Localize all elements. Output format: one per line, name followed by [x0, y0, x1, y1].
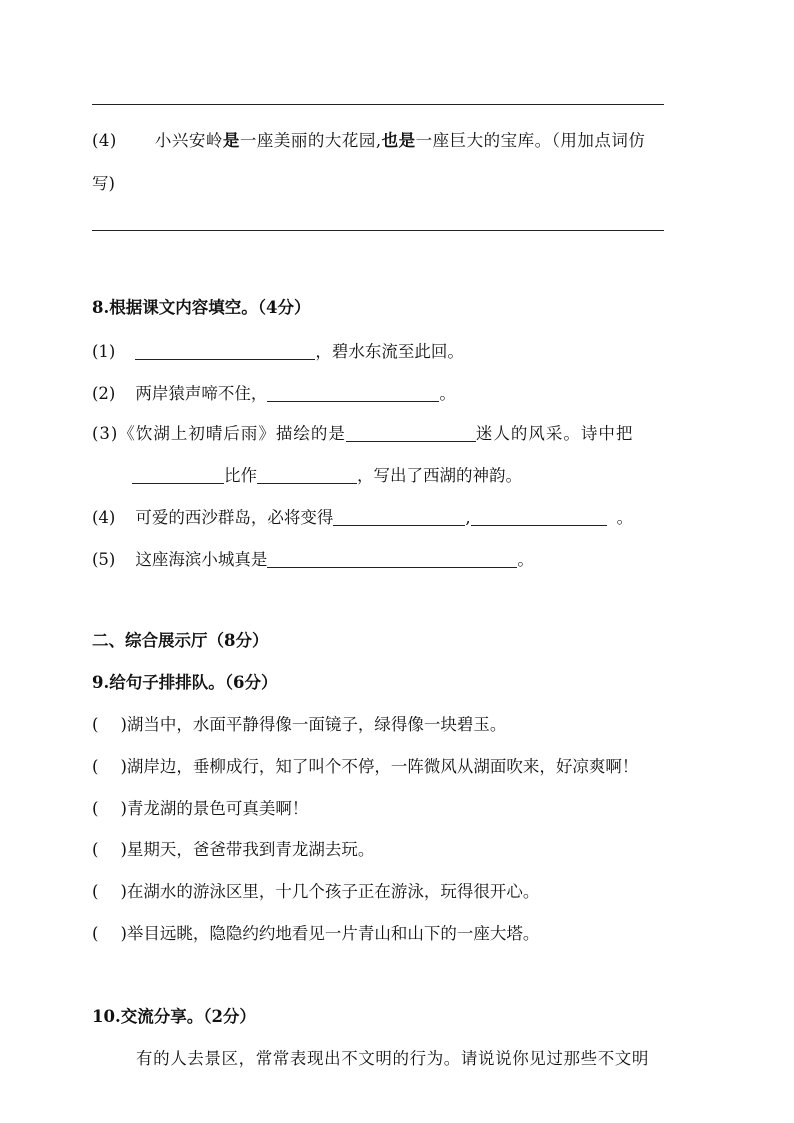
q8-item-text: , — [465, 508, 471, 527]
q7-item-4-text-b: 一座美丽的大花园, — [239, 131, 382, 150]
q9-bracket-close: ) — [120, 924, 127, 943]
q9-sentence — [92, 795, 308, 819]
q8-title: 8.根据课文内容填空。（4分） — [92, 298, 311, 317]
q9-bracket-close: ) — [120, 840, 127, 859]
q7-item-4 — [92, 127, 645, 151]
q9-title: 9.给句子排排队。（6分） — [92, 673, 278, 692]
q9-sentence — [92, 920, 539, 944]
q8-item-text: ，碧水东流至此回。 — [315, 342, 464, 361]
q7-item-4-text-a: 小兴安岭 — [154, 131, 223, 150]
q9-sentence — [92, 753, 638, 777]
q9-bracket-open: ( — [92, 924, 99, 943]
q9-bracket-open: ( — [92, 715, 99, 734]
q8-item-4 — [92, 504, 633, 528]
q9-bracket-close: ) — [120, 715, 127, 734]
section-2-title: 二、综合展示厅（8分） — [92, 631, 269, 650]
answer-line-2 — [92, 230, 664, 231]
q8-item-text: 可爱的西沙群岛，必将变得 — [135, 508, 334, 527]
q9-sentence-text: 湖岸边，垂柳成行，知了叫个不停，一阵微风从湖面吹来，好凉爽啊！ — [126, 757, 639, 776]
q8-item-label: (5) — [92, 550, 116, 569]
q8-item-label: (1) — [92, 342, 116, 361]
q7-item-4-dot-word-a: 是 — [222, 131, 240, 150]
q8-item-3 — [92, 420, 633, 444]
q8-item-text: 两岸猿声啼不住， — [135, 384, 268, 403]
blank-field[interactable] — [267, 385, 439, 403]
q10-text: 有的人去景区，常常表现出不文明的行为。请说说你见过那些不文明 — [136, 1049, 649, 1068]
q8-item-text: 。 — [517, 550, 534, 569]
q9-sentence — [92, 878, 539, 902]
q8-item-3-cont — [132, 462, 522, 486]
q8-item-text: 《饮湖上初晴后雨》描绘的是 — [118, 424, 346, 443]
q7-item-4-text-c: 一座巨大的宝库。（用加点词仿 — [415, 131, 646, 150]
blank-field[interactable] — [135, 343, 315, 361]
q8-item-label: (2) — [92, 384, 116, 403]
q9-bracket-open: ( — [92, 882, 99, 901]
blank-field[interactable] — [346, 425, 476, 443]
q9-bracket-close: ) — [120, 757, 127, 776]
q10-title: 10.交流分享。（2分） — [92, 1007, 256, 1026]
q8-item-5 — [92, 546, 534, 570]
q8-item-text: 迷人的风采。诗中把 — [475, 424, 634, 443]
q9-bracket-close: ) — [120, 882, 127, 901]
q8-item-2 — [92, 380, 456, 404]
q8-item-text: ，写出了西湖的神韵。 — [357, 466, 522, 485]
q8-item-label: (4) — [92, 508, 116, 527]
q9-bracket-close: ) — [120, 799, 127, 818]
q9-bracket-open: ( — [92, 840, 99, 859]
q8-item-text: 。 — [616, 508, 634, 527]
q8-item-text: 。 — [439, 384, 456, 403]
q9-sentence-text: 举目远眺，隐隐约约地看见一片青山和山下的一座大塔。 — [126, 924, 540, 943]
blank-field[interactable] — [333, 509, 465, 527]
q9-sentence — [92, 836, 374, 860]
q7-item-4-continuation: 写) — [92, 174, 115, 193]
blank-field[interactable] — [471, 509, 607, 527]
q9-bracket-open: ( — [92, 757, 99, 776]
q7-item-4-dot-word-b: 也是 — [381, 131, 416, 150]
q9-sentence — [92, 711, 506, 735]
q7-item-4-label: (4) — [92, 131, 117, 150]
q9-sentence-text: 在湖水的游泳区里，十几个孩子正在游泳，玩得很开心。 — [126, 882, 540, 901]
q9-sentence-text: 湖当中，水面平静得像一面镜子，绿得像一块碧玉。 — [126, 715, 507, 734]
blank-field[interactable] — [257, 467, 357, 485]
q9-sentence-text: 星期天，爸爸带我到青龙湖去玩。 — [126, 840, 375, 859]
q8-item-text: 这座海滨小城真是 — [135, 550, 268, 569]
blank-field[interactable] — [132, 467, 224, 485]
answer-line-1 — [92, 104, 664, 105]
q8-item-1 — [92, 338, 464, 362]
q9-sentence-text: 青龙湖的景色可真美啊！ — [126, 799, 309, 818]
blank-field[interactable] — [267, 551, 517, 569]
q9-bracket-open: ( — [92, 799, 99, 818]
q8-item-text: 比作 — [224, 466, 257, 485]
q8-item-label: (3) — [92, 424, 119, 443]
